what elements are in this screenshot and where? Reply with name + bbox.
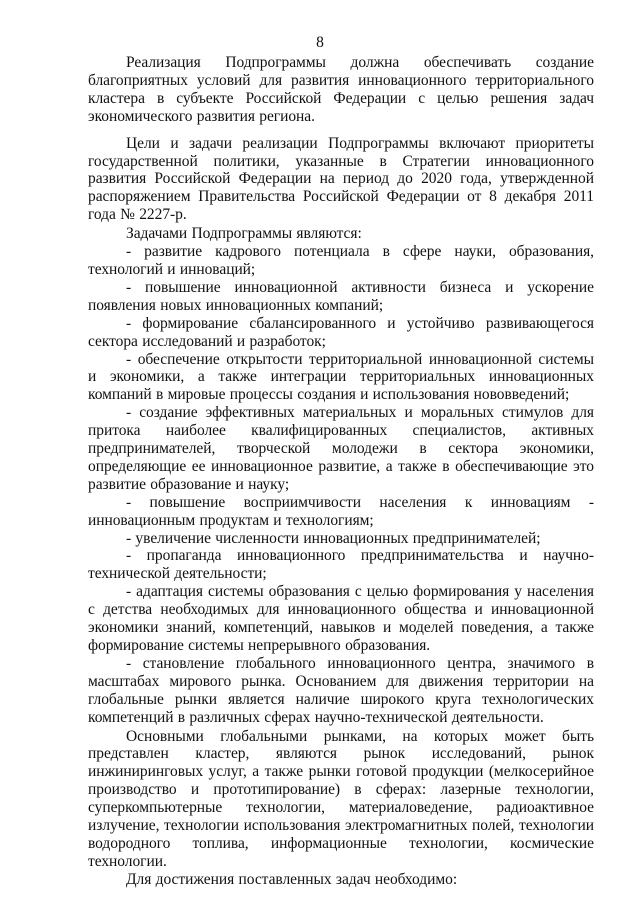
list-item: - увеличение численности инновационных предпринимателей; — [126, 529, 541, 547]
paragraph-requirements: Для достижения поставленных задач необходимо: — [126, 870, 458, 888]
list-item: - создание эффективных материальных и моральных стимулов для притока наиболее квалифицированных специалистов, активных предпринимателей, творческой молодежи в сектора экономики, определяющие ее инновационное развитие, а также в обеспечивающие это развитие образование и науку; — [88, 404, 594, 493]
list-item: - формирование сбалансированного и устойчиво развивающегося сектора исследований и разработок; — [88, 314, 594, 350]
paragraph-goals: Цели и задачи реализации Подпрограммы включают приоритеты государственной политики, указанные в Стратегии инновационного развития Российской Федерации на период до 2020 года, утвержденной распоряжением Правительства Российской Федерации от 8 декабря 2011 года № 2227-р. — [88, 134, 594, 224]
list-item: - развитие кадрового потенциала в сфере науки, образования, технологий и инноваций; — [88, 243, 594, 278]
list-item: - повышение инновационной активности бизнеса и ускорение появления новых инновационных компаний; — [88, 278, 594, 314]
document-body — [88, 54, 594, 889]
list-item: - становление глобального инновационного центра, значимого в масштабах мирового рынка. Основанием для движения территории на глобальные рынки является наличие широкого круга технологических компетенций в различных сферах научно-технической деятельности. — [88, 654, 594, 726]
paragraph-tasks-heading: Задачами Подпрограммы являются: — [126, 225, 362, 243]
list-item: - пропаганда инновационного предпринимательства и научно-технической деятельности; — [88, 547, 594, 583]
paragraph-global-markets: Основными глобальными рынками, на которых может быть представлен кластер, являются рынок исследований, рынок инжиниринговых услуг, а также рынки готовой продукции (мелкосерийное производство и прототипирование) в сферах: лазерные технологии, суперкомпьютерные технологии, материаловедение, радиоактивное излучение, технологии использования электромагнитных полей, технологии водородного топлива, информационные технологии, космические технологии. — [88, 727, 594, 870]
paragraph-intro: Реализация Подпрограммы должна обеспечивать создание благоприятных условий для развития инновационного территориального кластера в субъекте Российской Федерации с целью решения задач экономического развития региона. — [88, 54, 594, 125]
list-item: - повышение восприимчивости населения к инновациям - инновационным продуктам и технологиям; — [88, 493, 594, 529]
page-number: 8 — [316, 34, 324, 51]
list-item: - обеспечение открытости территориальной инновационной системы и экономики, а также интеграции территориальных инновационных компаний в мировые процессы создания и использования нововведений; — [88, 350, 594, 404]
list-item: - адаптация системы образования с целью формирования у населения с детства необходимых для инновационного общества и инновационной экономики знаний, компетенций, навыков и моделей поведения, а также формирование системы непрерывного образования. — [88, 583, 594, 654]
